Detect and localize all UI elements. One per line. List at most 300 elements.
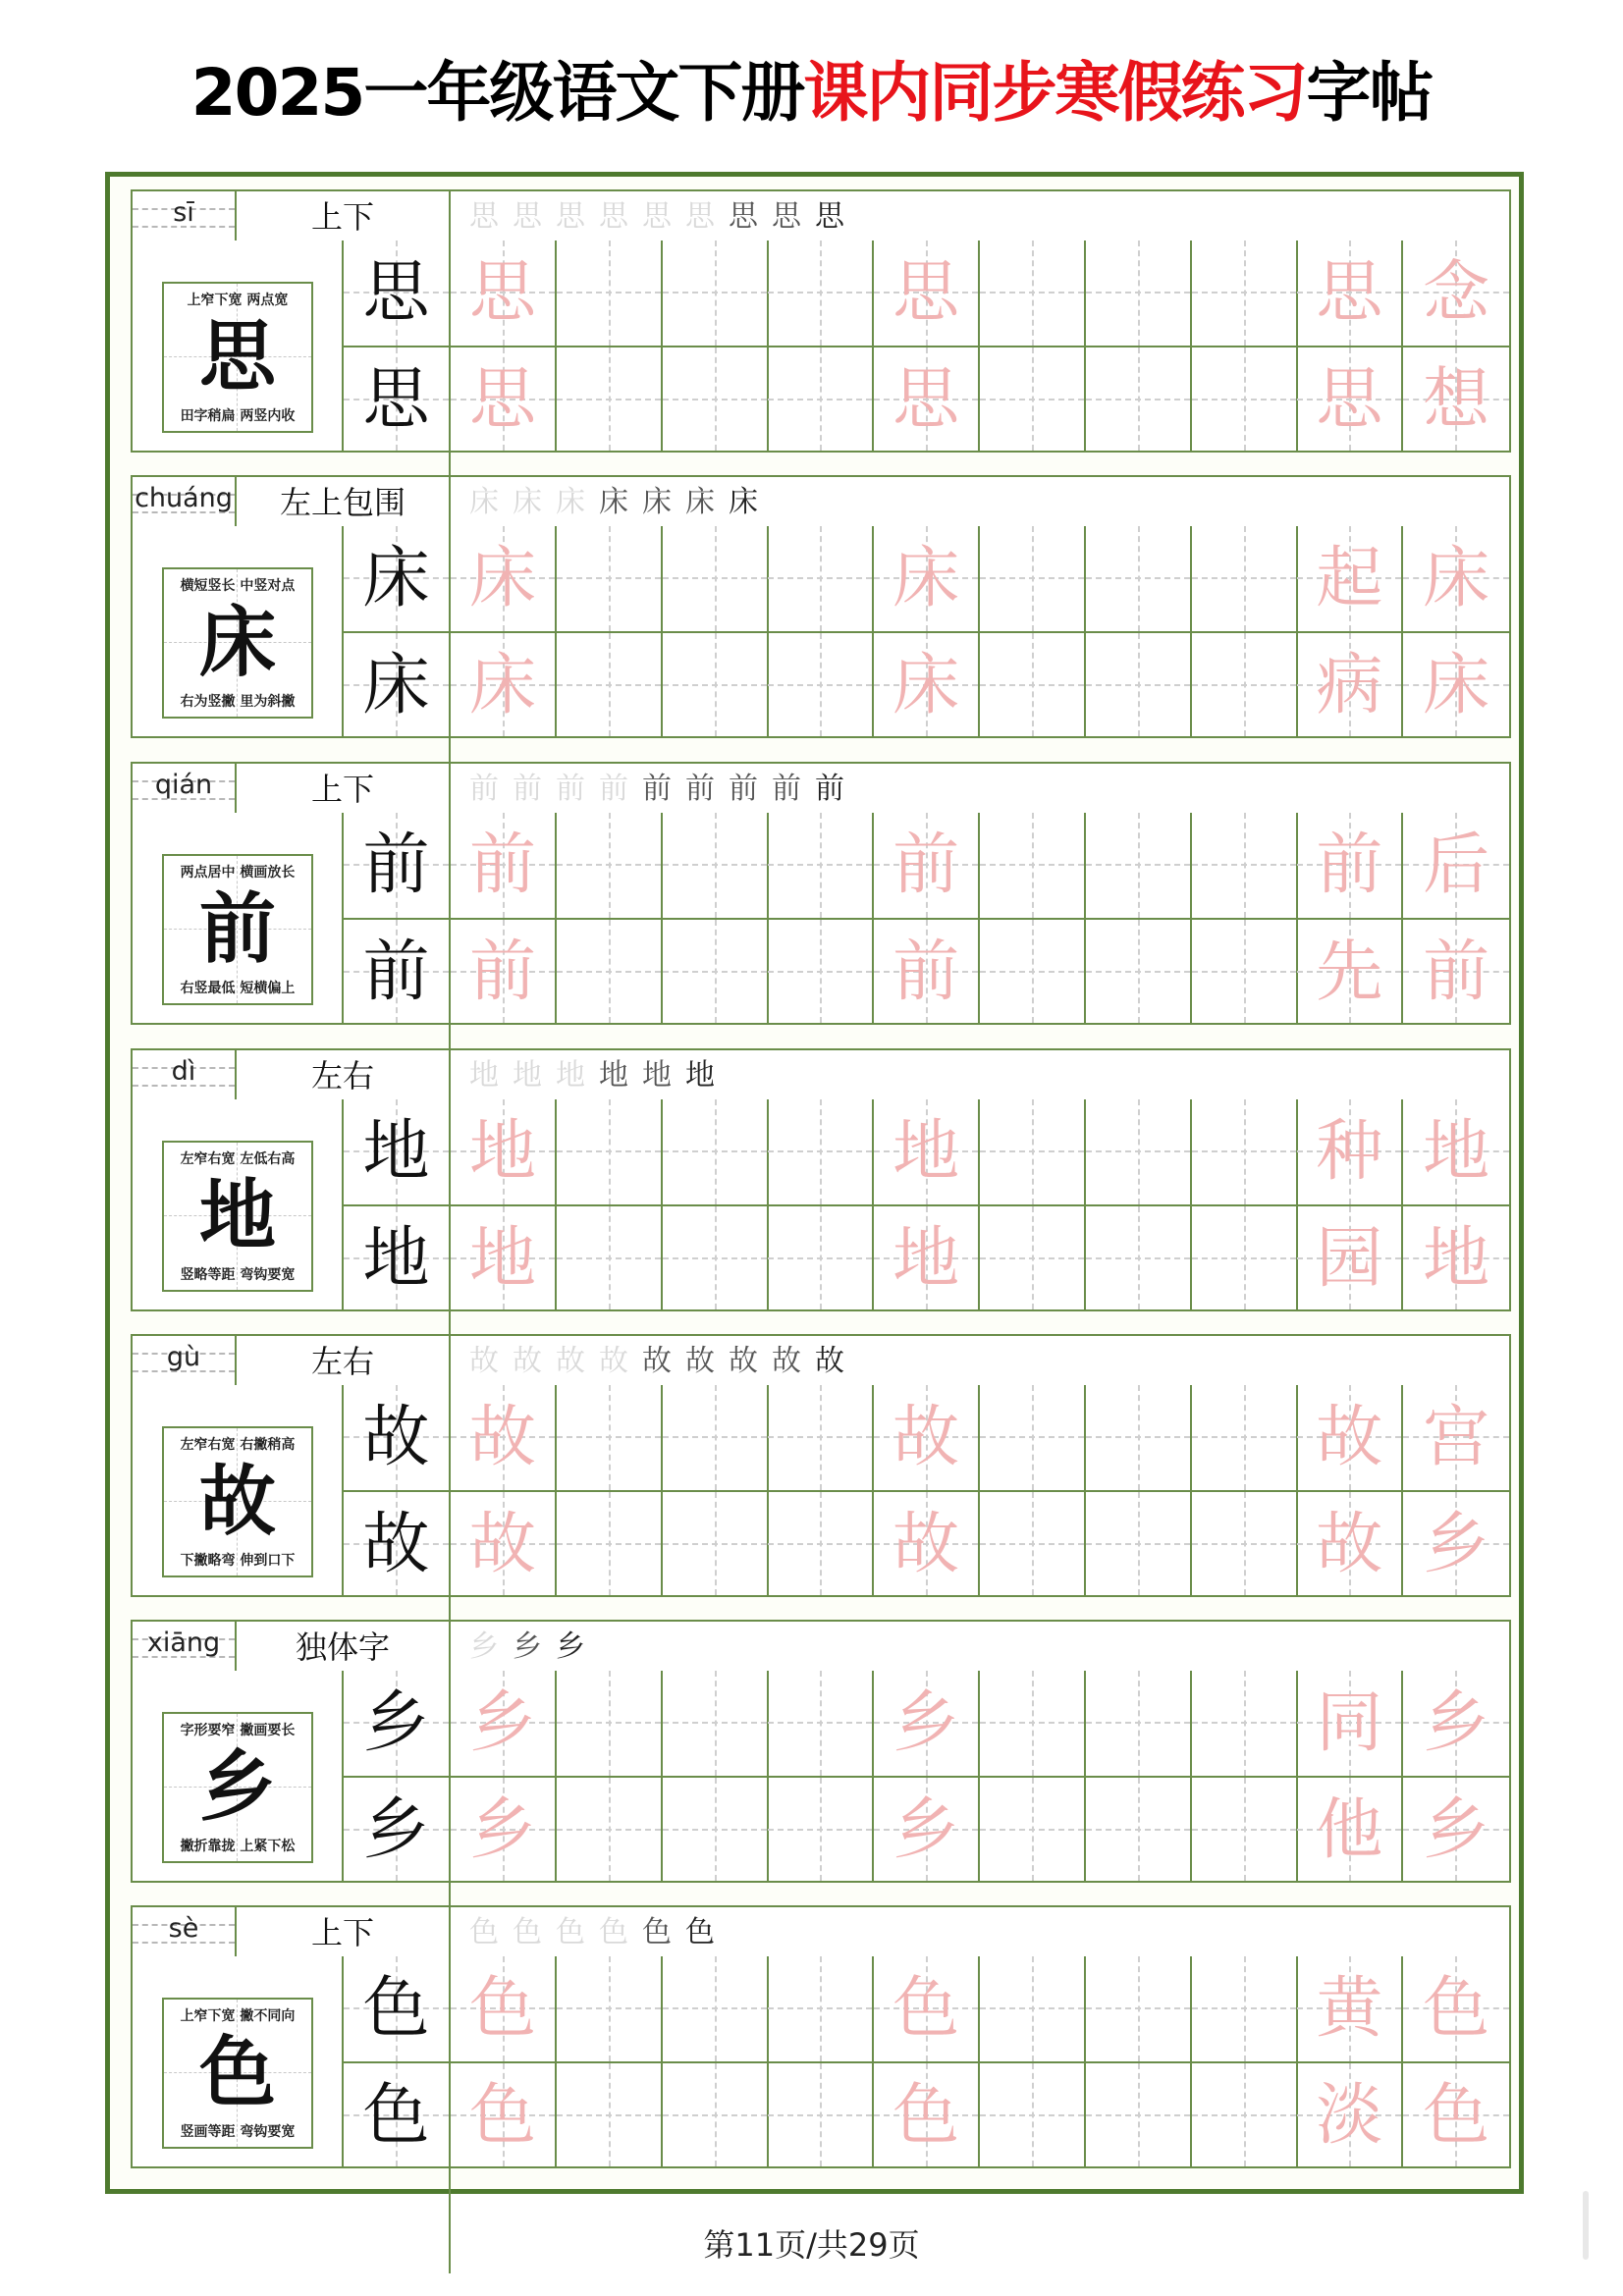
writing-cell[interactable]: [1297, 1671, 1403, 1776]
writing-cell[interactable]: [1297, 631, 1403, 736]
writing-cell[interactable]: [1403, 813, 1509, 918]
title-highlight: 课内同步寒假练习: [803, 55, 1307, 131]
stroke-order-sequence: [466, 1622, 596, 1673]
writing-cell[interactable]: [1403, 346, 1509, 451]
writing-cell[interactable]: [663, 1490, 769, 1595]
stroke-step: 床: [599, 485, 636, 519]
writing-cell[interactable]: [768, 2061, 874, 2166]
character-block: [131, 189, 1509, 475]
writing-cell[interactable]: [768, 1956, 874, 2061]
trace-character: 前: [893, 827, 960, 904]
stroke-step: 床: [685, 485, 723, 519]
word-character: 先: [1316, 934, 1383, 1011]
writing-cell[interactable]: [768, 1385, 874, 1490]
tip-top-text: 横短竖长 中竖对点: [180, 578, 296, 594]
trace-character: 前: [468, 827, 536, 904]
trace-character: 床: [893, 647, 960, 724]
writing-cell[interactable]: [663, 1099, 769, 1204]
writing-cell[interactable]: [1297, 526, 1403, 631]
writing-cell[interactable]: [980, 1490, 1086, 1595]
model-column: [344, 526, 451, 736]
model-character: 地: [344, 1206, 451, 1416]
stroke-step: 色: [685, 1915, 723, 1949]
writing-cell[interactable]: [451, 1776, 557, 1881]
worksheet-title: [0, 39, 1623, 147]
writing-cell[interactable]: [1403, 1385, 1509, 1490]
writing-tip-panel: [133, 1099, 344, 1309]
stroke-step: 前: [469, 772, 507, 806]
writing-cell[interactable]: [980, 813, 1086, 918]
trace-character: 床: [893, 540, 960, 617]
writing-cell[interactable]: [451, 1956, 557, 2061]
writing-cell[interactable]: [980, 1099, 1086, 1204]
writing-cell[interactable]: [874, 918, 980, 1023]
writing-cell[interactable]: [663, 1204, 769, 1309]
stroke-step: 前: [772, 772, 809, 806]
tip-example-character: 故: [198, 1457, 276, 1546]
writing-cell[interactable]: [557, 1671, 663, 1776]
tip-top-text: 左窄右宽 右撇稍高: [180, 1437, 296, 1453]
stroke-step: 故: [729, 1344, 766, 1378]
writing-cell[interactable]: [874, 526, 980, 631]
writing-cell[interactable]: [1086, 1204, 1192, 1309]
stroke-step: 故: [685, 1344, 723, 1378]
character-block: [131, 1048, 1509, 1334]
trace-character: 前: [893, 934, 960, 1011]
writing-cell[interactable]: [557, 1956, 663, 2061]
writing-cell[interactable]: [1192, 526, 1298, 631]
character-header: [131, 1905, 1511, 1960]
writing-cell[interactable]: [1403, 1956, 1509, 2061]
model-character: 乡: [344, 1778, 451, 1988]
writing-cell[interactable]: [1403, 1204, 1509, 1309]
trace-character: 乡: [468, 1684, 536, 1762]
model-cell: [344, 1956, 449, 2061]
stroke-step: 色: [642, 1915, 679, 1949]
character-block: [131, 475, 1509, 761]
character-block: [131, 1905, 1509, 2191]
writing-cell[interactable]: [768, 1204, 874, 1309]
writing-cell[interactable]: [980, 240, 1086, 346]
tip-bottom-text: 竖略等距 弯钩要宽: [180, 1267, 296, 1283]
writing-cell[interactable]: [1192, 1204, 1298, 1309]
model-column: [344, 1671, 451, 1881]
writing-cell[interactable]: [557, 1099, 663, 1204]
model-character: 前: [344, 920, 451, 1130]
stroke-step: 思: [556, 199, 593, 234]
model-column: [344, 1956, 451, 2166]
writing-cell[interactable]: [768, 813, 874, 918]
writing-cell[interactable]: [980, 2061, 1086, 2166]
writing-cell[interactable]: [1192, 918, 1298, 1023]
structure-label: 上下: [237, 1907, 451, 1958]
writing-tip-box: [162, 1712, 313, 1863]
writing-cell[interactable]: [874, 631, 980, 736]
writing-cell[interactable]: [768, 1099, 874, 1204]
writing-cell[interactable]: [1192, 1385, 1298, 1490]
trace-character: 故: [893, 1506, 960, 1583]
writing-cell[interactable]: [663, 2061, 769, 2166]
structure-label: 上下: [237, 764, 451, 815]
stroke-step: 乡: [513, 1629, 550, 1664]
tip-example-character: 前: [198, 884, 276, 974]
writing-cell[interactable]: [1086, 1385, 1192, 1490]
tip-example-character: 色: [198, 2028, 276, 2117]
writing-cell[interactable]: [980, 346, 1086, 451]
writing-cell[interactable]: [1086, 1776, 1192, 1881]
practice-grid: [131, 813, 1511, 1025]
stroke-step: 故: [513, 1344, 550, 1378]
writing-cell[interactable]: [663, 813, 769, 918]
writing-tip-panel: [133, 1956, 344, 2166]
word-character: 宫: [1423, 1399, 1490, 1476]
stroke-step: 故: [469, 1344, 507, 1378]
stroke-step: 前: [729, 772, 766, 806]
stroke-step: 乡: [556, 1629, 593, 1664]
writing-cell[interactable]: [1297, 240, 1403, 346]
pinyin-label: sī: [173, 197, 194, 228]
writing-cell[interactable]: [663, 918, 769, 1023]
writing-cell[interactable]: [451, 1204, 557, 1309]
writing-cell[interactable]: [874, 1099, 980, 1204]
writing-cell[interactable]: [768, 1671, 874, 1776]
writing-tip-panel: [133, 813, 344, 1023]
stroke-step: 思: [513, 199, 550, 234]
writing-cell[interactable]: [451, 240, 557, 346]
writing-cell[interactable]: [451, 346, 557, 451]
writing-cell[interactable]: [1192, 2061, 1298, 2166]
model-character: 床: [344, 526, 451, 736]
writing-cell[interactable]: [874, 240, 980, 346]
writing-cell[interactable]: [557, 1776, 663, 1881]
writing-cell[interactable]: [768, 1490, 874, 1595]
tip-example-character: 思: [198, 312, 276, 401]
word-character: 想: [1423, 361, 1490, 439]
stroke-step: 故: [815, 1344, 852, 1378]
pinyin-label: chuáng: [135, 483, 233, 513]
word-character: 园: [1316, 1220, 1383, 1298]
stroke-step: 床: [556, 485, 593, 519]
word-character: 后: [1423, 827, 1490, 904]
worksheet-frame: [105, 172, 1524, 2194]
scrollbar[interactable]: [1583, 2191, 1589, 2260]
title-suffix: 字帖: [1306, 55, 1433, 131]
writing-cell[interactable]: [768, 918, 874, 1023]
writing-cell[interactable]: [451, 1099, 557, 1204]
model-column: [344, 240, 451, 451]
stroke-step: 床: [729, 485, 766, 519]
stroke-step: 地: [642, 1058, 679, 1093]
writing-cell[interactable]: [1403, 1490, 1509, 1595]
writing-cell[interactable]: [451, 631, 557, 736]
writing-tip-box: [162, 567, 313, 719]
writing-cell[interactable]: [557, 813, 663, 918]
word-character: 黄: [1316, 1970, 1383, 2048]
model-cell: [344, 346, 449, 451]
writing-cell[interactable]: [1086, 240, 1192, 346]
model-cell: [344, 1385, 449, 1490]
writing-cell[interactable]: [1192, 1099, 1298, 1204]
character-header: [131, 1620, 1511, 1675]
writing-cell[interactable]: [874, 1385, 980, 1490]
writing-cell[interactable]: [1297, 1204, 1403, 1309]
writing-cell[interactable]: [874, 1671, 980, 1776]
writing-cell[interactable]: [1297, 813, 1403, 918]
practice-grid: [131, 1671, 1511, 1883]
writing-tip-panel: [133, 240, 344, 451]
tip-bottom-text: 田字稍扁 两竖内收: [180, 408, 296, 424]
writing-cell[interactable]: [557, 1385, 663, 1490]
stroke-step: 前: [556, 772, 593, 806]
pinyin-label: sè: [168, 1913, 199, 1944]
writing-cell[interactable]: [1297, 1385, 1403, 1490]
writing-cell[interactable]: [1086, 2061, 1192, 2166]
writing-cell[interactable]: [1403, 1776, 1509, 1881]
stroke-step: 色: [469, 1915, 507, 1949]
stroke-step: 思: [599, 199, 636, 234]
writing-cell[interactable]: [557, 2061, 663, 2166]
pinyin-box: [133, 191, 237, 242]
character-block: [131, 1620, 1509, 1905]
word-character: 念: [1423, 254, 1490, 332]
tip-bottom-text: 撇折靠拢 上紧下松: [180, 1839, 296, 1854]
trace-character: 地: [893, 1113, 960, 1191]
writing-cell[interactable]: [874, 1776, 980, 1881]
writing-cell[interactable]: [1086, 1490, 1192, 1595]
model-character: 床: [344, 633, 451, 843]
trace-character: 思: [893, 361, 960, 439]
stroke-step: 色: [513, 1915, 550, 1949]
word-character: 病: [1316, 647, 1383, 724]
pinyin-box: [133, 1907, 237, 1958]
pinyin-label: gù: [166, 1342, 201, 1372]
writing-cell[interactable]: [980, 1671, 1086, 1776]
page-indicator: 第11页/共29页: [703, 2226, 920, 2264]
writing-tip-box: [162, 282, 313, 433]
trace-character: 地: [468, 1220, 536, 1298]
tip-top-text: 上窄下宽 撇不同向: [180, 2008, 296, 2024]
writing-cell[interactable]: [1403, 2061, 1509, 2166]
model-cell: [344, 2061, 449, 2166]
model-character: 思: [344, 240, 451, 451]
writing-tip-box: [162, 854, 313, 1005]
writing-cell[interactable]: [451, 1385, 557, 1490]
writing-cell[interactable]: [768, 240, 874, 346]
writing-cell[interactable]: [1403, 1671, 1509, 1776]
writing-cell[interactable]: [768, 526, 874, 631]
word-character: 乡: [1423, 1684, 1490, 1762]
writing-cell[interactable]: [768, 1776, 874, 1881]
writing-cell[interactable]: [1297, 1099, 1403, 1204]
word-character: 种: [1316, 1113, 1383, 1191]
writing-cell[interactable]: [1192, 1490, 1298, 1595]
character-header: [131, 475, 1511, 530]
writing-cell[interactable]: [1297, 1490, 1403, 1595]
writing-cell[interactable]: [557, 346, 663, 451]
writing-cell[interactable]: [1192, 631, 1298, 736]
tip-bottom-text: 右竖最低 短横偏上: [180, 981, 296, 996]
writing-cell[interactable]: [1403, 631, 1509, 736]
writing-cell[interactable]: [1403, 526, 1509, 631]
writing-cell[interactable]: [1192, 240, 1298, 346]
writing-cell[interactable]: [768, 631, 874, 736]
writing-cell[interactable]: [663, 526, 769, 631]
writing-tip-box: [162, 1426, 313, 1577]
word-character: 地: [1423, 1220, 1490, 1298]
trace-character: 色: [468, 2077, 536, 2155]
writing-cell[interactable]: [557, 526, 663, 631]
stroke-step: 地: [469, 1058, 507, 1093]
pinyin-box: [133, 1050, 237, 1101]
writing-cell[interactable]: [663, 346, 769, 451]
writing-cell[interactable]: [1086, 1671, 1192, 1776]
writing-cell[interactable]: [980, 1776, 1086, 1881]
practice-grid: [131, 240, 1511, 453]
writing-tip-box: [162, 1141, 313, 1292]
structure-label: 左右: [237, 1336, 451, 1387]
practice-grid: [131, 1956, 1511, 2168]
trace-character: 地: [468, 1113, 536, 1191]
writing-cell[interactable]: [1086, 631, 1192, 736]
word-character: 故: [1316, 1506, 1383, 1583]
writing-cell[interactable]: [451, 918, 557, 1023]
tip-top-text: 两点居中 横画放长: [180, 865, 296, 881]
tip-top-text: 左窄右宽 左低右高: [180, 1151, 296, 1167]
word-character: 色: [1423, 1970, 1490, 2048]
stroke-step: 前: [815, 772, 852, 806]
writing-cell[interactable]: [1086, 1956, 1192, 2061]
stroke-order-sequence: [466, 477, 769, 528]
writing-cell[interactable]: [663, 1776, 769, 1881]
writing-cell[interactable]: [874, 1956, 980, 2061]
stroke-step: 床: [642, 485, 679, 519]
stroke-step: 思: [642, 199, 679, 234]
writing-tip-panel: [133, 1385, 344, 1595]
writing-cell[interactable]: [451, 2061, 557, 2166]
writing-cell[interactable]: [1192, 346, 1298, 451]
writing-cell[interactable]: [1297, 1776, 1403, 1881]
writing-cell[interactable]: [1086, 1099, 1192, 1204]
tip-example-character: 地: [198, 1171, 276, 1260]
writing-cell[interactable]: [980, 918, 1086, 1023]
writing-cell[interactable]: [1192, 1776, 1298, 1881]
trace-character: 前: [468, 934, 536, 1011]
pinyin-box: [133, 477, 237, 528]
writing-cell[interactable]: [663, 1956, 769, 2061]
model-cell: [344, 631, 449, 736]
writing-cell[interactable]: [980, 1385, 1086, 1490]
tip-bottom-text: 竖画等距 弯钩要宽: [180, 2124, 296, 2140]
writing-cell[interactable]: [557, 918, 663, 1023]
writing-cell[interactable]: [874, 813, 980, 918]
stroke-step: 地: [599, 1058, 636, 1093]
trace-character: 思: [893, 254, 960, 332]
writing-cell[interactable]: [1086, 346, 1192, 451]
writing-cell[interactable]: [874, 2061, 980, 2166]
writing-tip-panel: [133, 526, 344, 736]
model-cell: [344, 240, 449, 346]
writing-cell[interactable]: [1192, 1956, 1298, 2061]
trace-character: 床: [468, 540, 536, 617]
word-character: 色: [1423, 2077, 1490, 2155]
word-character: 同: [1316, 1684, 1383, 1762]
word-character: 床: [1423, 540, 1490, 617]
stroke-step: 思: [772, 199, 809, 234]
writing-cell[interactable]: [980, 631, 1086, 736]
stroke-step: 思: [469, 199, 507, 234]
practice-grid: [131, 1385, 1511, 1597]
trace-character: 思: [468, 361, 536, 439]
writing-cell[interactable]: [1297, 2061, 1403, 2166]
practice-grid: [131, 1099, 1511, 1311]
writing-cell[interactable]: [1403, 1099, 1509, 1204]
writing-tip-panel: [133, 1671, 344, 1881]
word-character: 前: [1316, 827, 1383, 904]
stroke-step: 地: [685, 1058, 723, 1093]
writing-cell[interactable]: [874, 346, 980, 451]
writing-cell[interactable]: [1297, 346, 1403, 451]
structure-label: 上下: [237, 191, 451, 242]
writing-cell[interactable]: [874, 1490, 980, 1595]
stroke-step: 思: [729, 199, 766, 234]
writing-cell[interactable]: [980, 526, 1086, 631]
model-character: 思: [344, 347, 451, 558]
writing-cell[interactable]: [663, 631, 769, 736]
writing-cell[interactable]: [1086, 813, 1192, 918]
writing-cell[interactable]: [557, 1490, 663, 1595]
writing-cell[interactable]: [663, 1671, 769, 1776]
word-character: 乡: [1423, 1506, 1490, 1583]
writing-cell[interactable]: [768, 346, 874, 451]
stroke-step: 前: [599, 772, 636, 806]
word-character: 思: [1316, 254, 1383, 332]
trace-character: 色: [893, 1970, 960, 2048]
word-character: 他: [1316, 1791, 1383, 1869]
writing-cell[interactable]: [451, 813, 557, 918]
trace-character: 色: [468, 1970, 536, 2048]
writing-cell[interactable]: [874, 1204, 980, 1309]
writing-cell[interactable]: [980, 1204, 1086, 1309]
writing-cell[interactable]: [1297, 1956, 1403, 2061]
writing-cell[interactable]: [451, 1671, 557, 1776]
stroke-step: 乡: [469, 1629, 507, 1664]
writing-cell[interactable]: [451, 1490, 557, 1595]
writing-cell[interactable]: [557, 240, 663, 346]
stroke-order-sequence: [466, 191, 855, 242]
writing-cell[interactable]: [1403, 240, 1509, 346]
writing-cell[interactable]: [1086, 526, 1192, 631]
writing-cell[interactable]: [663, 240, 769, 346]
writing-cell[interactable]: [1403, 918, 1509, 1023]
stroke-step: 故: [599, 1344, 636, 1378]
stroke-step: 思: [685, 199, 723, 234]
word-character: 淡: [1316, 2077, 1383, 2155]
stroke-step: 色: [556, 1915, 593, 1949]
writing-cell[interactable]: [980, 1956, 1086, 2061]
writing-cell[interactable]: [1297, 918, 1403, 1023]
stroke-step: 前: [513, 772, 550, 806]
writing-cell[interactable]: [451, 526, 557, 631]
writing-cell[interactable]: [557, 1204, 663, 1309]
writing-cell[interactable]: [1192, 1671, 1298, 1776]
stroke-step: 故: [556, 1344, 593, 1378]
model-cell: [344, 918, 449, 1023]
writing-cell[interactable]: [557, 631, 663, 736]
pinyin-box: [133, 1622, 237, 1673]
writing-cell[interactable]: [1086, 918, 1192, 1023]
writing-cell[interactable]: [1192, 813, 1298, 918]
writing-cell[interactable]: [663, 1385, 769, 1490]
